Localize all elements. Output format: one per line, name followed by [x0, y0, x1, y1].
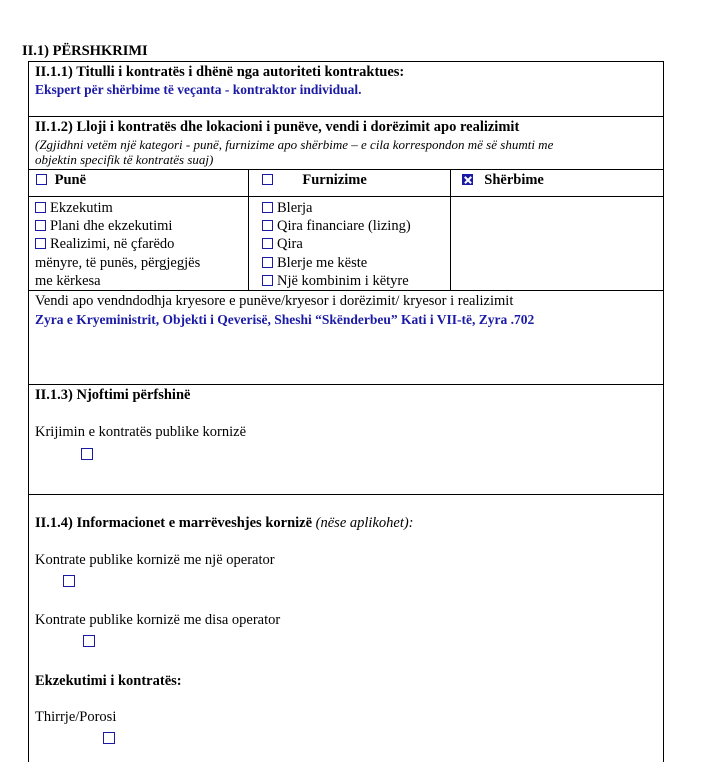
checkbox-works-icon[interactable]	[36, 174, 47, 185]
works-option-label: Realizimi, në çfarëdo	[50, 236, 175, 252]
s112-heading: II.1.2) Lloji i kontratës dhe lokacioni i punëve, vendi i dorëzimit apo realizimit	[35, 119, 520, 135]
s111-heading: II.1.1) Titulli i kontratës i dhënë nga autoriteti kontraktues:	[35, 64, 405, 80]
category-works-label: Punë	[54, 172, 87, 188]
works-option-3-cont-2: me kërkesa	[35, 273, 101, 289]
works-option-label: Plani dhe ekzekutimi	[50, 218, 173, 234]
supplies-option-2[interactable]	[262, 218, 411, 235]
category-services[interactable]	[462, 172, 544, 189]
checkbox-icon[interactable]	[262, 275, 273, 286]
checkbox-icon[interactable]	[35, 238, 46, 249]
s114-heading-note: (nëse aplikohet):	[315, 515, 414, 531]
section-title: II.1) PËRSHKRIMI	[22, 43, 148, 59]
supplies-option-label: Qira financiare (lizing)	[277, 218, 411, 234]
s114-option-3-label: Thirrje/Porosi	[35, 709, 117, 725]
s114-option-1-label: Kontrate publike kornizë me një operator	[35, 552, 275, 568]
works-option-1[interactable]	[35, 200, 113, 217]
category-services-label: Shërbime	[484, 172, 544, 188]
works-option-2[interactable]	[35, 218, 172, 235]
category-supplies[interactable]	[262, 172, 367, 189]
execution-heading: Ekzekutimi i kontratës:	[35, 673, 182, 689]
checkbox-icon[interactable]	[262, 238, 273, 249]
location-label: Vendi apo vendndodhja kryesore e punëve/kryesor i dorëzimit/ kryesor i realizimit	[35, 293, 514, 309]
supplies-option-label: Blerja	[277, 200, 313, 216]
checkbox-supplies-icon[interactable]	[262, 174, 273, 185]
category-supplies-label: Furnizime	[302, 172, 367, 188]
framework-contract-checkbox[interactable]	[81, 448, 93, 460]
multiple-operators-checkbox[interactable]	[83, 635, 95, 647]
location-value: Zyra e Kryeministrit, Objekti i Qeverisë, Sheshi “Skënderbeu” Kati i VII-të, Zyra .702	[35, 312, 535, 327]
single-operator-checkbox[interactable]	[63, 575, 75, 587]
s114-option-2-label: Kontrate publike kornizë me disa operator	[35, 612, 281, 628]
checkbox-services-checked-icon[interactable]	[462, 174, 473, 185]
checkbox-icon[interactable]	[262, 220, 273, 231]
checkbox-icon[interactable]	[262, 202, 273, 213]
checkbox-icon[interactable]	[262, 257, 273, 268]
call-order-checkbox[interactable]	[103, 732, 115, 744]
supplies-option-label: Qira	[277, 236, 303, 252]
works-option-3[interactable]	[35, 236, 174, 253]
s113-option-label: Krijimin e kontratës publike kornizë	[35, 424, 247, 440]
s113-heading: II.1.3) Njoftimi përfshinë	[35, 387, 191, 403]
supplies-option-label: Blerje me këste	[277, 255, 368, 271]
works-option-label: Ekzekutim	[50, 200, 113, 216]
supplies-option-5[interactable]	[262, 273, 409, 290]
supplies-option-4[interactable]	[262, 255, 367, 272]
category-works[interactable]	[36, 172, 86, 189]
contract-title-value: Ekspert për shërbime të veçanta - kontraktor individual.	[35, 82, 362, 97]
works-option-3-cont-1: mënyre, të punës, përgjegjës	[35, 255, 201, 271]
s112-note-2: objektin specifik të kontratës suaj)	[35, 152, 214, 167]
supplies-option-3[interactable]	[262, 236, 303, 253]
supplies-option-1[interactable]	[262, 200, 312, 217]
s112-note-1: (Zgjidhni vetëm një kategori - punë, furnizime apo shërbime – e cila korrespondon më së shumti me	[35, 137, 554, 152]
checkbox-icon[interactable]	[35, 220, 46, 231]
s114-heading-text: II.1.4) Informacionet e marrëveshjes kornizë	[35, 515, 313, 531]
supplies-option-label: Një kombinim i këtyre	[277, 273, 409, 289]
checkbox-icon[interactable]	[35, 202, 46, 213]
s114-heading	[35, 515, 414, 532]
